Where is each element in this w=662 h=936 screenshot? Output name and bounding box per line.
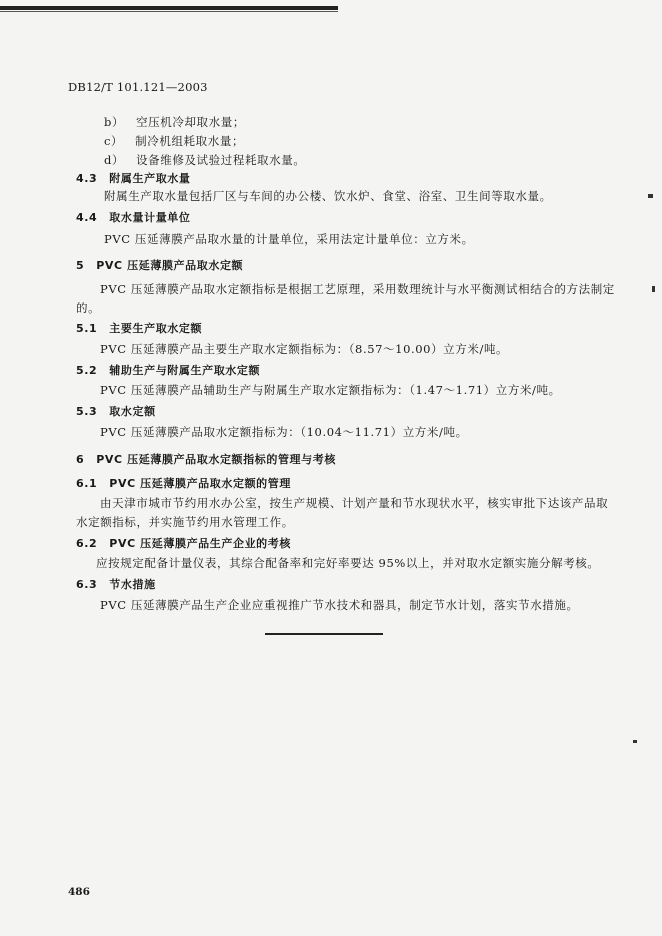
section-title: PVC 压延薄膜产品取水定额 xyxy=(96,259,244,272)
section-body-6-2: 应按规定配备计量仪表，其综合配备率和完好率要达 95%以上，并对取水定额实施分解考核。 xyxy=(96,556,600,570)
section-heading-5 xyxy=(76,257,243,273)
section-number: 6.2 xyxy=(76,537,98,550)
section-number: 4.3 xyxy=(76,172,98,185)
document-code: DB12/T 101.121—2003 xyxy=(68,80,208,94)
section-title: 取水量计量单位 xyxy=(109,211,191,224)
section-body-4-3: 附属生产取水量包括厂区与车间的办公楼、饮水炉、食堂、浴室、卫生间等取水量。 xyxy=(104,189,552,203)
section-number: 6 xyxy=(76,453,85,466)
section-heading-5-1 xyxy=(76,320,202,336)
section-title: PVC 压延薄膜产品生产企业的考核 xyxy=(109,537,291,550)
section-body-5-line2: 的。 xyxy=(76,301,101,315)
section-body-6-1-line1: 由天津市城市节约用水办公室，按生产规模、计划产量和节水现状水平，核实审批下达该产品取 xyxy=(100,496,609,510)
section-number: 5.1 xyxy=(76,322,98,335)
section-body-5-3: PVC 压延薄膜产品取水定额指标为：（10.04～11.71）立方米/吨。 xyxy=(100,425,468,439)
section-body-6-1-line2: 水定额指标，并实施节约用水管理工作。 xyxy=(76,515,294,529)
scan-mark xyxy=(633,740,637,743)
section-number: 5 xyxy=(76,259,85,272)
list-item xyxy=(104,152,305,168)
section-body-5-line1: PVC 压延薄膜产品取水定额指标是根据工艺原理，采用数理统计与水平衡测试相结合的方法制定 xyxy=(100,282,615,296)
section-heading-6-3 xyxy=(76,576,156,592)
section-heading-6 xyxy=(76,451,336,467)
section-number: 4.4 xyxy=(76,211,98,224)
list-item-text: 制冷机组耗取水量； xyxy=(135,134,245,148)
list-item-text: 设备维修及试验过程耗取水量。 xyxy=(136,153,306,167)
section-title: 主要生产取水定额 xyxy=(109,322,203,335)
section-title: 附属生产取水量 xyxy=(109,172,191,185)
page-number: 486 xyxy=(68,886,90,898)
section-title: 节水措施 xyxy=(109,578,156,591)
scan-mark xyxy=(648,194,653,198)
section-body-4-4: PVC 压延薄膜产品取水量的计量单位，采用法定计量单位：立方米。 xyxy=(104,232,474,246)
header-rule-thin xyxy=(0,11,338,12)
section-body-6-3: PVC 压延薄膜产品生产企业应重视推广节水技术和器具，制定节水计划，落实节水措施。 xyxy=(100,598,579,612)
section-heading-4-4 xyxy=(76,209,191,225)
section-number: 5.2 xyxy=(76,364,98,377)
section-heading-5-3 xyxy=(76,403,156,419)
section-body-5-2: PVC 压延薄膜产品辅助生产与附属生产取水定额指标为：（1.47～1.71）立方米/吨。 xyxy=(100,383,561,397)
scan-mark xyxy=(652,286,655,292)
list-item-label: b） xyxy=(104,115,125,129)
end-rule xyxy=(265,633,383,635)
section-title: 辅助生产与附属生产取水定额 xyxy=(109,364,261,377)
list-item-label: d） xyxy=(104,153,125,167)
list-item xyxy=(104,133,244,149)
section-heading-6-2 xyxy=(76,535,291,551)
section-body-5-1: PVC 压延薄膜产品主要生产取水定额指标为：（8.57～10.00）立方米/吨。 xyxy=(100,342,509,356)
section-heading-5-2 xyxy=(76,362,260,378)
list-item xyxy=(104,114,245,130)
section-title: PVC 压延薄膜产品取水定额指标的管理与考核 xyxy=(96,453,336,466)
section-title: PVC 压延薄膜产品取水定额的管理 xyxy=(109,477,291,490)
section-number: 6.3 xyxy=(76,578,98,591)
header-rule xyxy=(0,6,338,10)
section-heading-4-3 xyxy=(76,170,191,186)
list-item-label: c） xyxy=(104,134,124,148)
section-title: 取水定额 xyxy=(109,405,156,418)
list-item-text: 空压机冷却取水量； xyxy=(136,115,245,129)
section-number: 5.3 xyxy=(76,405,98,418)
section-heading-6-1 xyxy=(76,475,291,491)
section-number: 6.1 xyxy=(76,477,98,490)
